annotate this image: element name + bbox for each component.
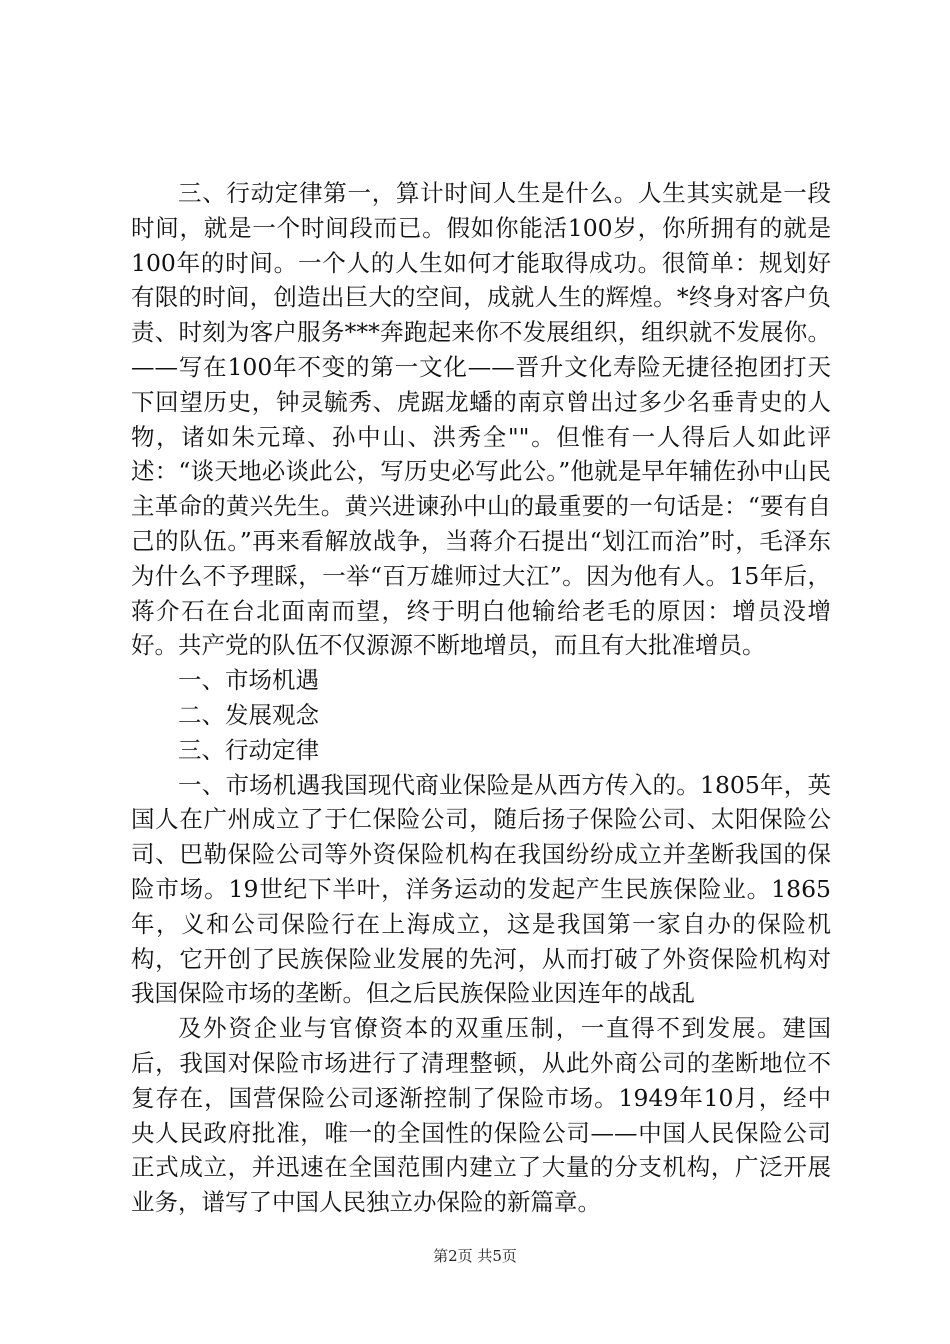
outline-item-development-concept: 二、发展观念	[178, 700, 319, 729]
paragraph-market-opportunity: 一、市场机遇我国现代商业保险是从西方传入的。1805年，英国人在广州成立了于仁保险公司，随后扬子保险公司、太阳保险公司、巴勒保险公司等外资保险机构在我国纷纷成立并垄断我国的保险市场。19世纪下半叶，洋务运动的发起产生民族保险业。1865年，义和公司保险行在上海成立，这是我国第一家自办的保险机构，它开创了民族保险业发展的先河，从而打破了外资保险机构对我国保险市场的垄断。但之后民族保险业因连年的战乱	[131, 770, 831, 1008]
paragraph-action-law: 三、行动定律第一，算计时间人生是什么。人生其实就是一段时间，就是一个时间段而已。假如你能活100岁，你所拥有的就是100年的时间。一个人的人生如何才能取得成功。很简单：规划好有限的时间，创造出巨大的空间，成就人生的辉煌。*终身对客户负责、时刻为客户服务***奔跑起来你不发展组织，组织就不发展你。——写在100年不变的第一文化——晋升文化寿险无捷径抱团打天下回望历史，钟灵毓秀、虎踞龙蟠的南京曾出过多少名垂青史的人物，诸如朱元璋、孙中山、洪秀全""。但惟有一人得后人如此评述：“谈天地必谈此公，写历史必写此公。”他就是早年辅佐孙中山民主革命的黄兴先生。黄兴进谏孙中山的最重要的一句话是：“要有自己的队伍。”再来看解放战争，当蒋介石提出“划江而治”时，毛泽东为什么不予理睬，一举“百万雄师过大江”。因为他有人。15年后，蒋介石在台北面南而望，终于明白他输给老毛的原因：增员没增好。共产党的队伍不仅源源不断地增员，而且有大批准增员。	[131, 179, 831, 660]
outline-item-action-law: 三、行动定律	[178, 735, 319, 764]
page-footer: 第2页 共5页	[433, 1247, 517, 1265]
document-body	[131, 176, 831, 1220]
outline-item-market-opportunity: 一、市场机遇	[178, 666, 319, 695]
paragraph-post-founding: 及外资企业与官僚资本的双重压制，一直得不到发展。建国后，我国对保险市场进行了清理整顿，从此外商公司的垄断地位不复存在，国营保险公司逐渐控制了保险市场。1949年10月，经中央人民政府批准，唯一的全国性的保险公司——中国人民保险公司正式成立，并迅速在全国范围内建立了大量的分支机构，广泛开展业务，谱写了中国人民独立办保险的新篇章。	[131, 1014, 831, 1217]
